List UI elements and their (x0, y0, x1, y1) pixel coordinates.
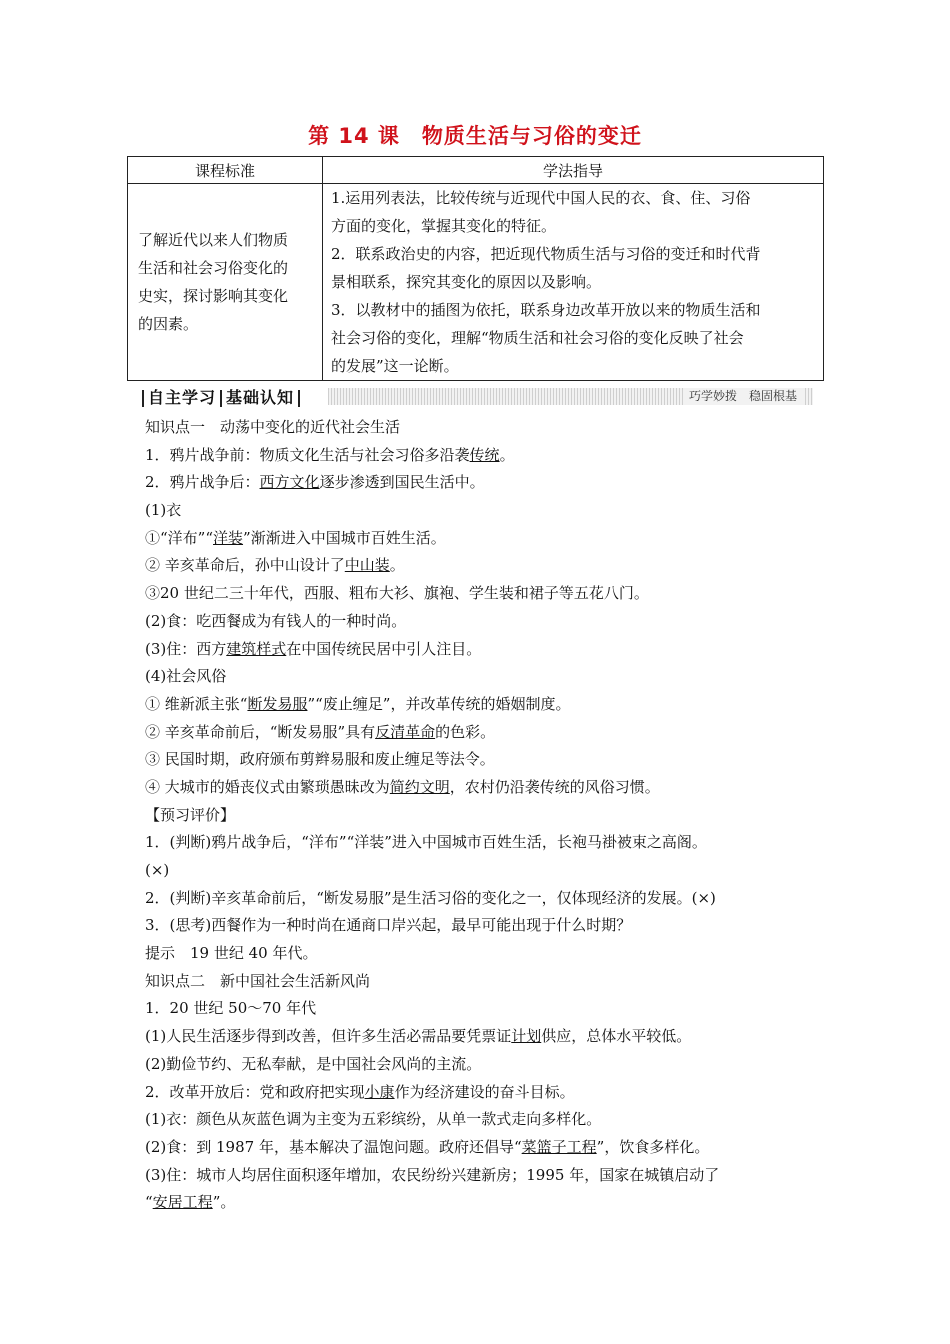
content-line (145, 1162, 825, 1190)
text-segment: 的色彩。 (435, 722, 496, 741)
text-segment: ③20 世纪二三十年代，西服、粗布大衫、旗袍、学生装和裙子等五花八门。 (145, 584, 649, 603)
content-line (145, 525, 825, 553)
content-line (145, 995, 825, 1023)
text-segment: ”，饮食多样化。 (596, 1137, 710, 1156)
text-segment: (2)食：吃西餐成为有钱人的一种时尚。 (145, 611, 407, 630)
banner-heading (138, 385, 304, 408)
guide-line: 1.运用列表法，比较传统与近现代中国人民的衣、食、住、习俗 (331, 189, 751, 207)
content-line (145, 802, 825, 830)
text-segment: 【预习评价】 (145, 805, 236, 824)
standard-line: 生活和社会习俗变化的 (138, 259, 289, 277)
content-line (145, 1106, 825, 1134)
guide-line: 的发展”这一论断。 (331, 357, 459, 375)
text-segment: (3)住：城市人均居住面积逐年增加，农民纷纷兴建新房；1995 年，国家在城镇启动了 (145, 1165, 720, 1184)
underlined-answer: 中山装 (344, 556, 390, 575)
text-segment: 1．鸦片战争前：物质文化生活与社会习俗多沿袭 (145, 445, 470, 464)
course-standard-table (127, 156, 824, 381)
content-line (145, 608, 825, 636)
content-line (145, 940, 825, 968)
text-segment: (1)人民生活逐步得到改善，但许多生活必需品要凭票证 (145, 1027, 512, 1046)
content-line (145, 968, 825, 996)
guide-line: 2．联系政治史的内容，把近现代物质生活与习俗的变迁和时代背 (331, 245, 761, 263)
content-line (145, 885, 825, 913)
text-segment: ② 辛亥革命后，孙中山设计了 (145, 556, 345, 575)
text-segment: 2．改革开放后：党和政府把实现 (145, 1082, 365, 1101)
text-segment: (1)衣：颜色从灰蓝色调为主变为五彩缤纷，从单一款式走向多样化。 (145, 1110, 602, 1129)
underlined-answer: 菜篮子工程 (521, 1137, 597, 1156)
content-line (145, 1134, 825, 1162)
banner-divider (220, 390, 222, 407)
guide-line: 社会习俗的变化，理解“物质生活和社会习俗的变化反映了社会 (331, 329, 744, 347)
text-segment: ① 维新派主张“ (145, 694, 248, 713)
text-segment: 2．鸦片战争后： (145, 473, 260, 492)
text-segment: 1．(判断)鸦片战争后，“洋布”“洋装”进入中国城市百姓生活，长袍马褂被束之高阁。 (145, 833, 707, 852)
underlined-answer: 传统 (469, 445, 500, 464)
content-line (145, 1189, 825, 1217)
text-segment: (2)食：到 1987 年，基本解决了温饱问题。政府还倡导“ (145, 1137, 522, 1156)
underlined-answer: 洋装 (213, 528, 244, 547)
text-segment: 。 (499, 445, 515, 464)
content-line (145, 857, 825, 885)
text-segment: ② 辛亥革命前后，“断发易服”具有 (145, 722, 376, 741)
banner-tagline: 巧学妙拨 稳固根基 (683, 388, 803, 405)
header-course-standard: 课程标准 (128, 157, 323, 184)
banner-divider (142, 390, 144, 407)
study-guide-cell (323, 184, 824, 381)
content-line (145, 442, 825, 470)
text-segment: 供应，总体水平较低。 (541, 1027, 692, 1046)
standard-line: 了解近代以来人们物质 (138, 231, 289, 249)
content-line (145, 774, 825, 802)
text-segment: 在中国传统民居中引人注目。 (286, 639, 482, 658)
guide-line: 3．以教材中的插图为依托，联系身边改革开放以来的物质生活和 (331, 301, 761, 319)
content-line (145, 1051, 825, 1079)
standard-line: 史实，探讨影响其变化 (138, 287, 289, 305)
content-line (145, 1079, 825, 1107)
standard-line: 的因素。 (138, 315, 199, 333)
header-study-guide: 学法指导 (323, 157, 824, 184)
guide-line: 景相联系，探究其变化的原因以及影响。 (331, 273, 602, 291)
text-segment: 逐步渗透到国民生活中。 (319, 473, 485, 492)
banner-heading-a: 自主学习 (148, 388, 217, 407)
banner-heading-b: 基础认知 (226, 388, 295, 407)
text-segment: (2)勤俭节约、无私奉献，是中国社会风尚的主流。 (145, 1054, 482, 1073)
underlined-answer: 西方文化 (259, 473, 320, 492)
text-segment: ④ 大城市的婚丧仪式由繁琐愚昧改为 (145, 777, 390, 796)
text-segment: ”渐渐进入中国城市百姓生活。 (243, 528, 446, 547)
text-segment: 知识点二 新中国社会生活新风尚 (145, 971, 371, 990)
underlined-answer: 简约文明 (389, 777, 450, 796)
text-segment: (1)衣 (145, 501, 182, 520)
text-segment: (4)社会风俗 (145, 667, 227, 686)
text-segment: (3)住：西方 (145, 639, 227, 658)
text-segment: (×) (145, 861, 170, 879)
content-line (145, 414, 825, 442)
underlined-answer: 反清革命 (375, 722, 436, 741)
content-line (145, 663, 825, 691)
underlined-answer: 小康 (364, 1082, 395, 1101)
text-segment: ③ 民国时期，政府颁布剪辫易服和废止缠足等法令。 (145, 750, 495, 769)
content-line (145, 746, 825, 774)
content-line (145, 497, 825, 525)
text-segment: 作为经济建设的奋斗目标。 (394, 1082, 575, 1101)
underlined-answer: 安居工程 (152, 1193, 213, 1212)
text-segment: ”。 (212, 1193, 236, 1212)
text-segment: 。 (389, 556, 405, 575)
content-line (145, 691, 825, 719)
content-line (145, 719, 825, 747)
text-segment: ”“废止缠足”，并改革传统的婚姻制度。 (307, 694, 571, 713)
study-content (145, 414, 825, 1217)
guide-line: 方面的变化，掌握其变化的特征。 (331, 217, 557, 235)
content-line (145, 912, 825, 940)
content-line (145, 829, 825, 857)
text-segment: 1．20 世纪 50～70 年代 (145, 999, 317, 1018)
content-line (145, 1023, 825, 1051)
underlined-answer: 建筑样式 (226, 639, 287, 658)
text-segment: 提示 19 世纪 40 年代。 (145, 944, 318, 963)
text-segment: ①“洋布”“ (145, 528, 214, 547)
section-banner (138, 385, 813, 408)
text-segment: 2．(判断)辛亥革命前后，“断发易服”是生活习俗的变化之一，仅体现经济的发展。(×) (145, 888, 716, 907)
content-line (145, 469, 825, 497)
text-segment: ，农村仍沿袭传统的风俗习惯。 (449, 777, 660, 796)
text-segment: 3．(思考)西餐作为一种时尚在通商口岸兴起，最早可能出现于什么时期？ (145, 916, 632, 935)
content-line (145, 552, 825, 580)
course-standard-cell (128, 184, 323, 381)
banner-divider (298, 390, 300, 407)
underlined-answer: 断发易服 (247, 694, 308, 713)
underlined-answer: 计划 (511, 1027, 542, 1046)
content-line (145, 580, 825, 608)
lesson-title: 第 14 课 物质生活与习俗的变迁 (308, 124, 642, 148)
text-segment: 知识点一 动荡中变化的近代社会生活 (145, 418, 401, 436)
content-line (145, 636, 825, 664)
text-segment: “ (145, 1193, 153, 1212)
